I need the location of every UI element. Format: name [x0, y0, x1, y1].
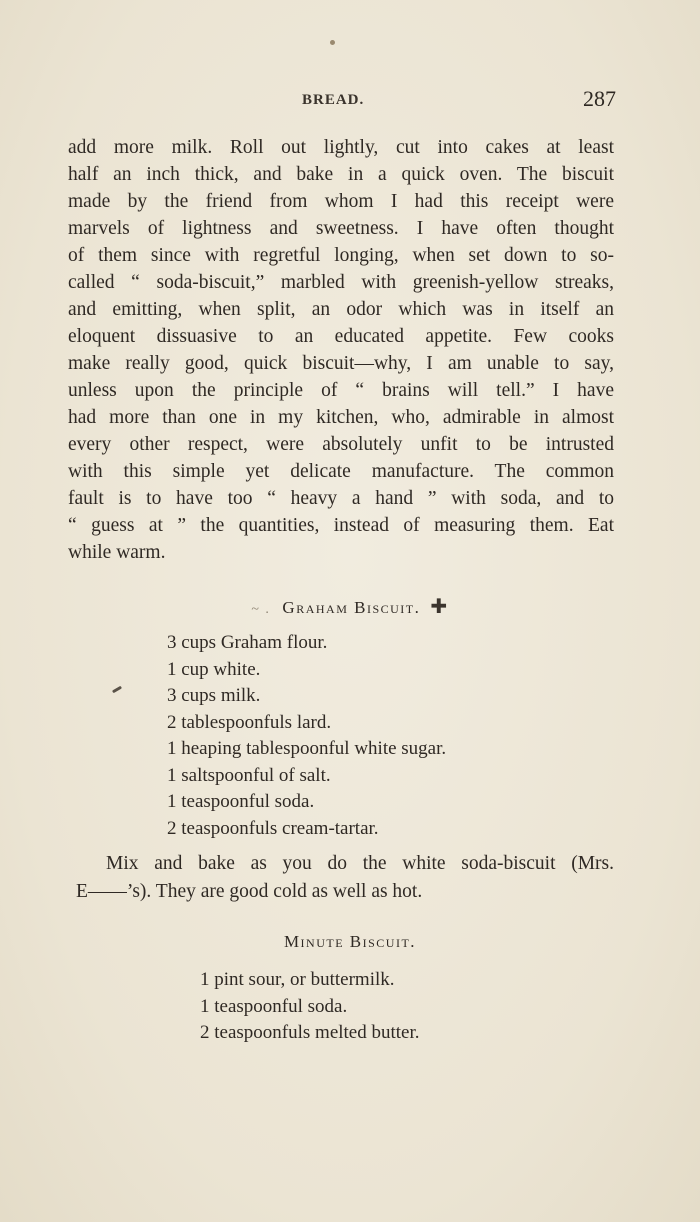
- pencil-marks: ~ .: [251, 602, 271, 617]
- page-speck: [330, 40, 335, 45]
- body-line: “ guess at ” the quantities, instead of measuring them. Eat: [68, 515, 614, 536]
- instructions-line: Mix and bake as you do the white soda-biscuit (Mrs.: [106, 853, 614, 874]
- body-line: fault is to have too “ heavy a hand ” with soda, and to: [68, 488, 614, 509]
- ingredient-item: 1 pint sour, or buttermilk.: [200, 969, 395, 990]
- minute-ingredient-list: [200, 967, 420, 1047]
- ingredient-item: 1 cup white.: [167, 658, 261, 680]
- graham-instructions: [76, 850, 614, 906]
- body-line: unless upon the principle of “ brains will tell.” I have: [68, 380, 614, 401]
- ingredient-item: 1 teaspoonful soda.: [167, 791, 315, 812]
- ingredient-item: 2 tablespoonfuls lard.: [167, 711, 332, 733]
- ingredient-item: 3 cups Graham flour.: [167, 632, 328, 653]
- body-line: while warm.: [68, 542, 166, 563]
- body-line: called “ soda-biscuit,” marbled with greenish-yellow streaks,: [68, 272, 614, 293]
- ingredient-item: 3 cups milk.: [167, 685, 261, 706]
- body-line: and emitting, when split, an odor which was in itself an: [68, 299, 614, 320]
- graham-biscuit-title: Graham Biscuit.: [282, 598, 421, 617]
- minute-biscuit-title: Minute Biscuit.: [283, 932, 417, 951]
- body-line: every other respect, were absolutely unfit to be intrusted: [68, 434, 614, 455]
- minute-biscuit-heading: [0, 932, 700, 952]
- body-line: half an inch thick, and bake in a quick oven. The biscuit: [68, 164, 614, 185]
- ingredient-item: 1 heaping tablespoonful white sugar.: [167, 738, 447, 759]
- pencil-mark: [112, 686, 122, 694]
- body-paragraph: [68, 134, 614, 566]
- body-line: had more than one in my kitchen, who, admirable in almost: [68, 407, 614, 428]
- body-line: marvels of lightness and sweetness. I have often thought: [68, 218, 614, 239]
- graham-ingredient-list: [167, 630, 446, 842]
- body-line: of them since with regretful longing, when set down to so-: [68, 245, 614, 266]
- body-line: made by the friend from whom I had this receipt were: [68, 191, 614, 212]
- body-line: eloquent dissuasive to an educated appetite. Few cooks: [68, 326, 614, 347]
- body-line: add more milk. Roll out lightly, cut into cakes at least: [68, 137, 614, 158]
- page-header: [68, 86, 616, 116]
- page-number: 287: [583, 86, 616, 111]
- body-line: with this simple yet delicate manufacture. The common: [68, 461, 614, 482]
- ingredient-item: 2 teaspoonfuls cream-tartar.: [167, 817, 379, 839]
- cross-mark-icon: ✚: [430, 596, 449, 618]
- body-line: make really good, quick biscuit—why, I am unable to say,: [68, 353, 614, 374]
- ingredient-item: 1 teaspoonful soda.: [200, 995, 348, 1017]
- instructions-line: E——’s). They are good cold as well as hot.: [76, 881, 423, 902]
- ingredient-item: 1 saltspoonful of salt.: [167, 764, 331, 786]
- graham-biscuit-heading: [0, 594, 700, 619]
- running-head: BREAD.: [302, 92, 365, 108]
- ingredient-item: 2 teaspoonfuls melted butter.: [200, 1022, 420, 1043]
